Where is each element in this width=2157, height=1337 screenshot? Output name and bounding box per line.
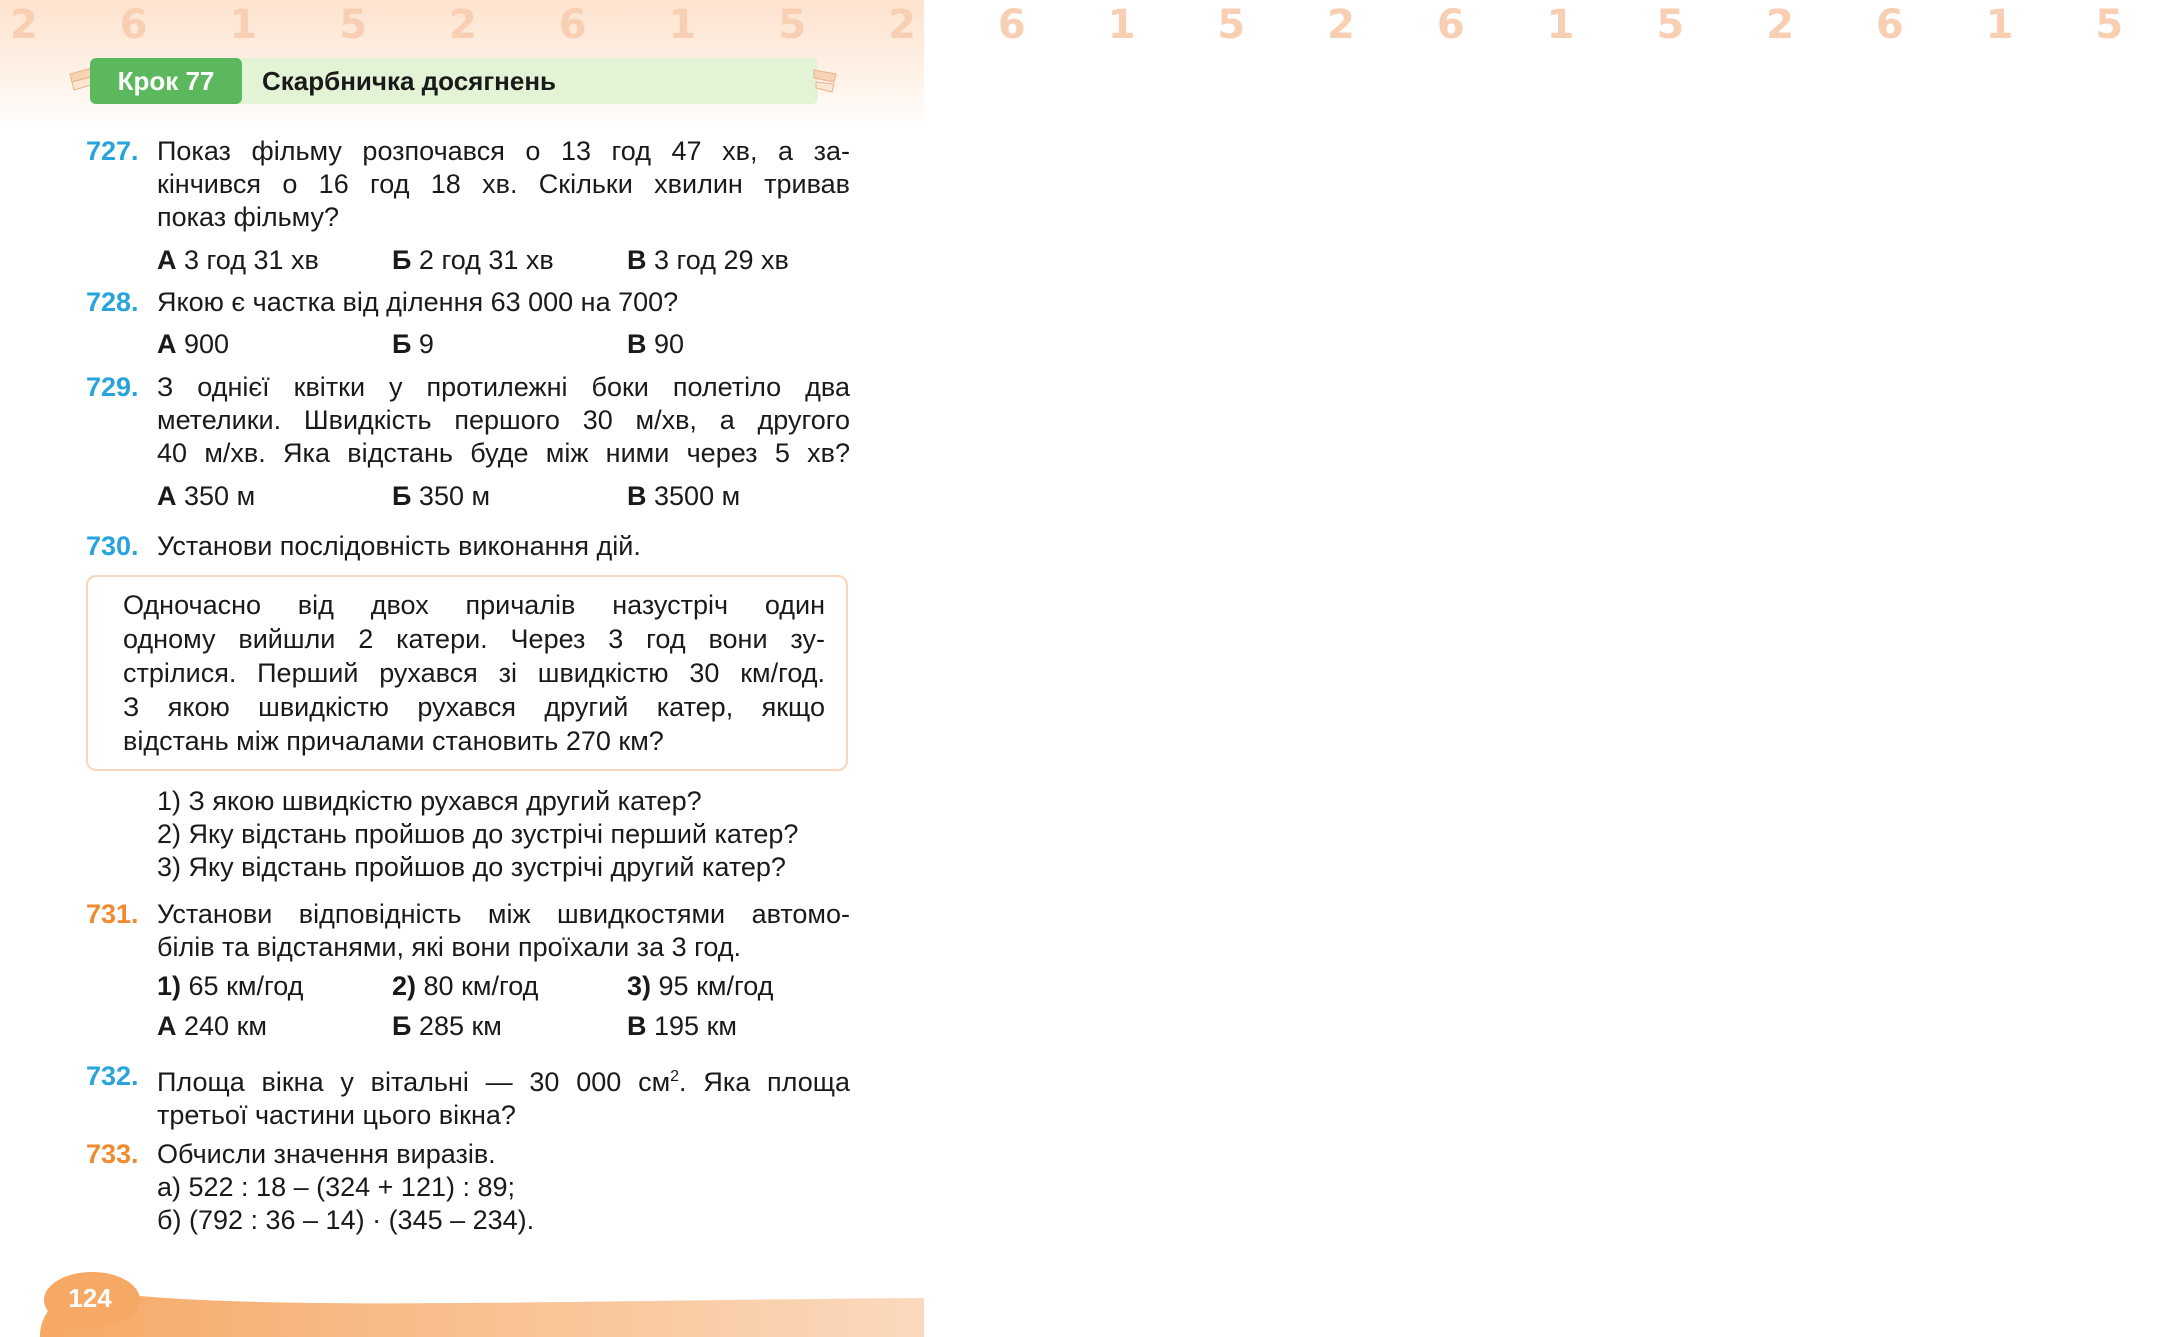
problem-box-text: [123, 588, 825, 758]
task-727-line-2: кінчився о 16 год 18 хв. Скільки хвилин тривав: [157, 169, 850, 199]
task-732-number: 732.: [86, 1061, 139, 1091]
task-728-option-b: Б 9: [392, 329, 434, 359]
task-732-line-2: третьої частини цього вікна?: [157, 1100, 516, 1130]
task-727-number: 727.: [86, 136, 139, 166]
task-731-speed-3: 3) 95 км/год: [627, 971, 774, 1001]
task-731-speed-1: 1) 65 км/год: [157, 971, 304, 1001]
task-730-number: 730.: [86, 531, 139, 561]
task-731-speed-2: 2) 80 км/год: [392, 971, 539, 1001]
task-730-line-1: Установи послідовність виконання дій.: [157, 531, 641, 561]
task-727-line-1: Показ фільму розпочався о 13 год 47 хв, а за-: [157, 136, 850, 166]
background-digits: 2 6 1 5 2 6 1 5 2 6 1 5 2 6 1 5 2 6 1 5: [10, 2, 2157, 48]
task-728-number: 728.: [86, 287, 139, 317]
task-731-number: 731.: [86, 899, 139, 929]
task-733-expression-b: б) (792 : 36 – 14) · (345 – 234).: [157, 1205, 535, 1235]
superscript: 2: [670, 1068, 680, 1085]
task-728-line-1: Якою є частка від ділення 63 000 на 700?: [157, 287, 679, 317]
problem-box-line-4: З якою швидкістю рухався другий катер, якщо: [123, 692, 825, 722]
task-728-option-c: В 90: [627, 329, 685, 359]
task-730-steps: [157, 785, 850, 884]
task-730-text: [157, 530, 850, 563]
task-729-line-1: З однієї квітки у протилежні боки полетіло два: [157, 372, 850, 402]
task-727-text: [157, 135, 850, 234]
task-732-text: [157, 1060, 850, 1132]
task-730-step-1: 1) З якою швидкістю рухався другий катер?: [157, 786, 702, 816]
task-731-line-2: білів та відстанями, які вони проїхали за 3 год.: [157, 932, 742, 962]
task-731-option-c: В 195 км: [627, 1011, 737, 1041]
pencil-right-icon: [812, 64, 842, 98]
task-733-line-1: Обчисли значення виразів.: [157, 1139, 496, 1169]
task-729-option-c: В 3500 м: [627, 481, 741, 511]
section-title: Скарбничка досягнень: [262, 66, 557, 96]
task-731-option-a: А 240 км: [157, 1011, 267, 1041]
task-733-expression-a: а) 522 : 18 – (324 + 121) : 89;: [157, 1172, 516, 1202]
task-731-text: [157, 898, 850, 964]
footer-wave: [0, 1270, 924, 1337]
problem-box-line-5: відстань між причалами становить 270 км?: [123, 726, 664, 756]
task-728-text: [157, 286, 850, 319]
task-730-step-2: 2) Яку відстань пройшов до зустрічі перший катер?: [157, 819, 799, 849]
task-727-option-a: А 3 год 31 хв: [157, 245, 319, 275]
task-732-line-1: Площа вікна у вітальні — 30 000 $см^2$. Яка площа: [157, 1067, 850, 1097]
step-label: Крок 77: [90, 58, 242, 104]
task-729-option-a: А 350 м: [157, 481, 256, 511]
problem-box-line-2: одному вийшли 2 катери. Через 3 год вони зу-: [123, 624, 825, 654]
task-729-number: 729.: [86, 372, 139, 402]
problem-box-line-1: Одночасно від двох причалів назустріч один: [123, 590, 825, 620]
task-729-line-3: 40 м/хв. Яка відстань буде між ними через 5 хв?: [157, 438, 850, 468]
task-733-number: 733.: [86, 1139, 139, 1169]
task-731-line-1: Установи відповідність між швидкостями автомо-: [157, 899, 850, 929]
task-727-option-b: Б 2 год 31 хв: [392, 245, 554, 275]
task-728-option-a: А 900: [157, 329, 230, 359]
task-733-text: [157, 1138, 850, 1237]
task-731-option-b: Б 285 км: [392, 1011, 502, 1041]
task-727-line-3: показ фільму?: [157, 202, 340, 232]
page-number: 124: [68, 1283, 112, 1313]
task-730-step-3: 3) Яку відстань пройшов до зустрічі другий катер?: [157, 852, 786, 882]
task-729-line-2: метелики. Швидкість першого 30 м/хв, а другого: [157, 405, 850, 435]
task-729-option-b: Б 350 м: [392, 481, 491, 511]
task-727-option-c: В 3 год 29 хв: [627, 245, 789, 275]
problem-box-line-3: стрілися. Перший рухався зі швидкістю 30 км/год.: [123, 658, 825, 688]
task-729-text: [157, 371, 850, 470]
